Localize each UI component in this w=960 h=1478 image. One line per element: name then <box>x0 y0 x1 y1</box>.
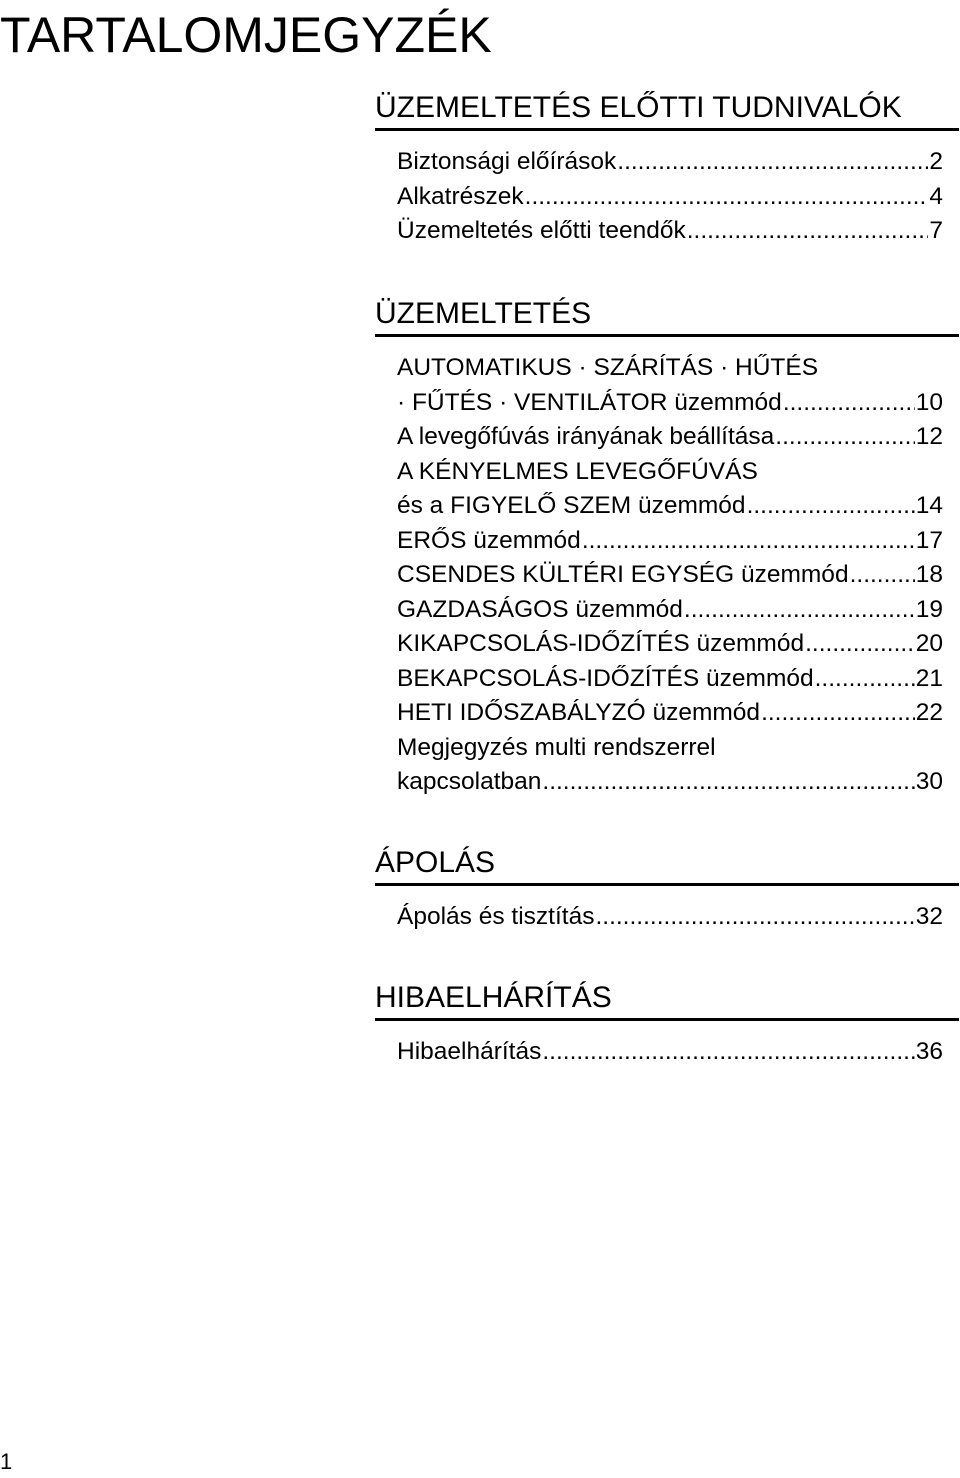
dot-leader <box>542 765 914 800</box>
toc-entry-text: Üzemeltetés előtti teendők <box>397 217 686 244</box>
section-heading: ÜZEMELTETÉS <box>375 296 959 337</box>
section-heading: HIBAELHÁRÍTÁS <box>375 980 959 1021</box>
entry-list <box>375 351 943 800</box>
toc-entry-line <box>397 351 943 386</box>
toc-page-number: 22 <box>915 699 943 726</box>
toc-page-number: 12 <box>915 423 943 450</box>
dot-leader <box>542 1035 914 1070</box>
dot-leader <box>805 627 915 662</box>
toc-entry-text: és a FIGYELŐ SZEM üzemmód <box>397 492 746 519</box>
dot-leader <box>747 489 915 524</box>
toc-entry-line <box>397 765 943 800</box>
toc-page-number: 19 <box>915 595 943 623</box>
toc-page-number: 21 <box>915 664 943 692</box>
toc-entry-line <box>397 627 943 662</box>
toc-entry-line <box>397 145 943 180</box>
section-before-operation <box>375 90 959 249</box>
toc-entry[interactable] <box>397 593 943 628</box>
page-title: TARTALOMJEGYZÉK <box>0 7 492 63</box>
toc-page-number: 18 <box>915 561 943 588</box>
toc-page-number: 36 <box>915 1038 943 1065</box>
page-number: 1 <box>0 1449 13 1474</box>
toc-entry[interactable] <box>397 455 943 524</box>
toc-entry-line <box>397 180 943 215</box>
toc-page-number: 7 <box>929 217 943 244</box>
toc-entry[interactable] <box>397 524 943 559</box>
toc-entry-text: KIKAPCSOLÁS-IDŐZÍTÉS üzemmód <box>397 630 805 657</box>
toc-page-number: 20 <box>915 630 943 657</box>
toc-page-number: 32 <box>915 903 943 930</box>
toc-entry[interactable] <box>397 1035 943 1070</box>
toc-entry[interactable] <box>397 900 943 935</box>
toc-entry-line <box>397 900 943 935</box>
toc-entry-text: kapcsolatban <box>397 768 542 795</box>
entry-list <box>375 1035 943 1070</box>
toc-entry-text: ERŐS üzemmód <box>397 526 581 554</box>
toc-entry[interactable] <box>397 696 943 731</box>
toc-entry-text: CSENDES KÜLTÉRI EGYSÉG üzemmód <box>397 561 849 588</box>
toc-entry[interactable] <box>397 214 943 249</box>
toc-entry-line <box>397 386 943 421</box>
toc-entry-line <box>397 558 943 593</box>
toc-entry-line <box>397 455 943 490</box>
toc-entry[interactable] <box>397 180 943 215</box>
toc-entry[interactable] <box>397 662 943 697</box>
toc-entry-text: Ápolás és tisztítás <box>397 903 595 930</box>
toc-entry-text: Megjegyzés multi rendszerrel <box>397 733 716 761</box>
dot-leader <box>582 524 915 559</box>
toc-entry-line <box>397 1035 943 1070</box>
entry-list <box>375 145 943 249</box>
dot-leader <box>525 180 929 215</box>
toc-entry[interactable] <box>397 420 943 455</box>
dot-leader <box>595 900 914 935</box>
toc-entry-text: AUTOMATIKUS · SZÁRÍTÁS · HŰTÉS <box>397 354 819 381</box>
toc-page-number: 30 <box>915 768 943 795</box>
entry-list <box>375 900 943 935</box>
dot-leader <box>684 593 915 628</box>
section-operation <box>375 296 959 800</box>
dot-leader <box>761 696 915 731</box>
toc-entry[interactable] <box>397 145 943 180</box>
section-care <box>375 845 959 935</box>
toc-entry-text: Alkatrészek <box>397 182 524 210</box>
toc-entry-line <box>397 489 943 524</box>
section-troubleshooting <box>375 980 959 1070</box>
dot-leader <box>850 558 915 593</box>
toc-page-number: 2 <box>929 148 943 175</box>
toc-page-number: 17 <box>915 526 943 554</box>
toc-entry-text: Biztonsági előírások <box>397 148 617 175</box>
toc-entry-text: GAZDASÁGOS üzemmód <box>397 595 683 623</box>
toc-entry-text: A KÉNYELMES LEVEGŐFÚVÁS <box>397 457 758 485</box>
toc-entry-text: Hibaelhárítás <box>397 1038 542 1065</box>
toc-page-number: 4 <box>929 182 943 210</box>
dot-leader <box>775 420 914 455</box>
toc-entry-text: HETI IDŐSZABÁLYZÓ üzemmód <box>397 699 761 726</box>
toc-entry-line <box>397 524 943 559</box>
toc-entry[interactable] <box>397 558 943 593</box>
toc-entry-line <box>397 420 943 455</box>
toc-entry-line <box>397 696 943 731</box>
toc-entry-text: · FŰTÉS · VENTILÁTOR üzemmód <box>397 388 782 416</box>
toc-entry[interactable] <box>397 351 943 420</box>
toc-entry-line <box>397 593 943 628</box>
toc-page-number: 10 <box>915 388 943 416</box>
toc-entry-text: A levegőfúvás irányának beállítása <box>397 423 775 450</box>
section-heading: ÁPOLÁS <box>375 845 959 886</box>
toc-entry-line <box>397 662 943 697</box>
dot-leader <box>687 214 929 249</box>
dot-leader <box>815 662 915 697</box>
toc-entry-line <box>397 214 943 249</box>
toc-entry-line <box>397 731 943 766</box>
toc-entry-text: BEKAPCSOLÁS-IDŐZÍTÉS üzemmód <box>397 664 814 692</box>
toc-entry[interactable] <box>397 627 943 662</box>
section-heading: ÜZEMELTETÉS ELŐTTI TUDNIVALÓK <box>375 90 959 131</box>
toc-entry[interactable] <box>397 731 943 800</box>
dot-leader <box>617 145 928 180</box>
toc-page-number: 14 <box>915 492 943 519</box>
dot-leader <box>783 386 915 421</box>
